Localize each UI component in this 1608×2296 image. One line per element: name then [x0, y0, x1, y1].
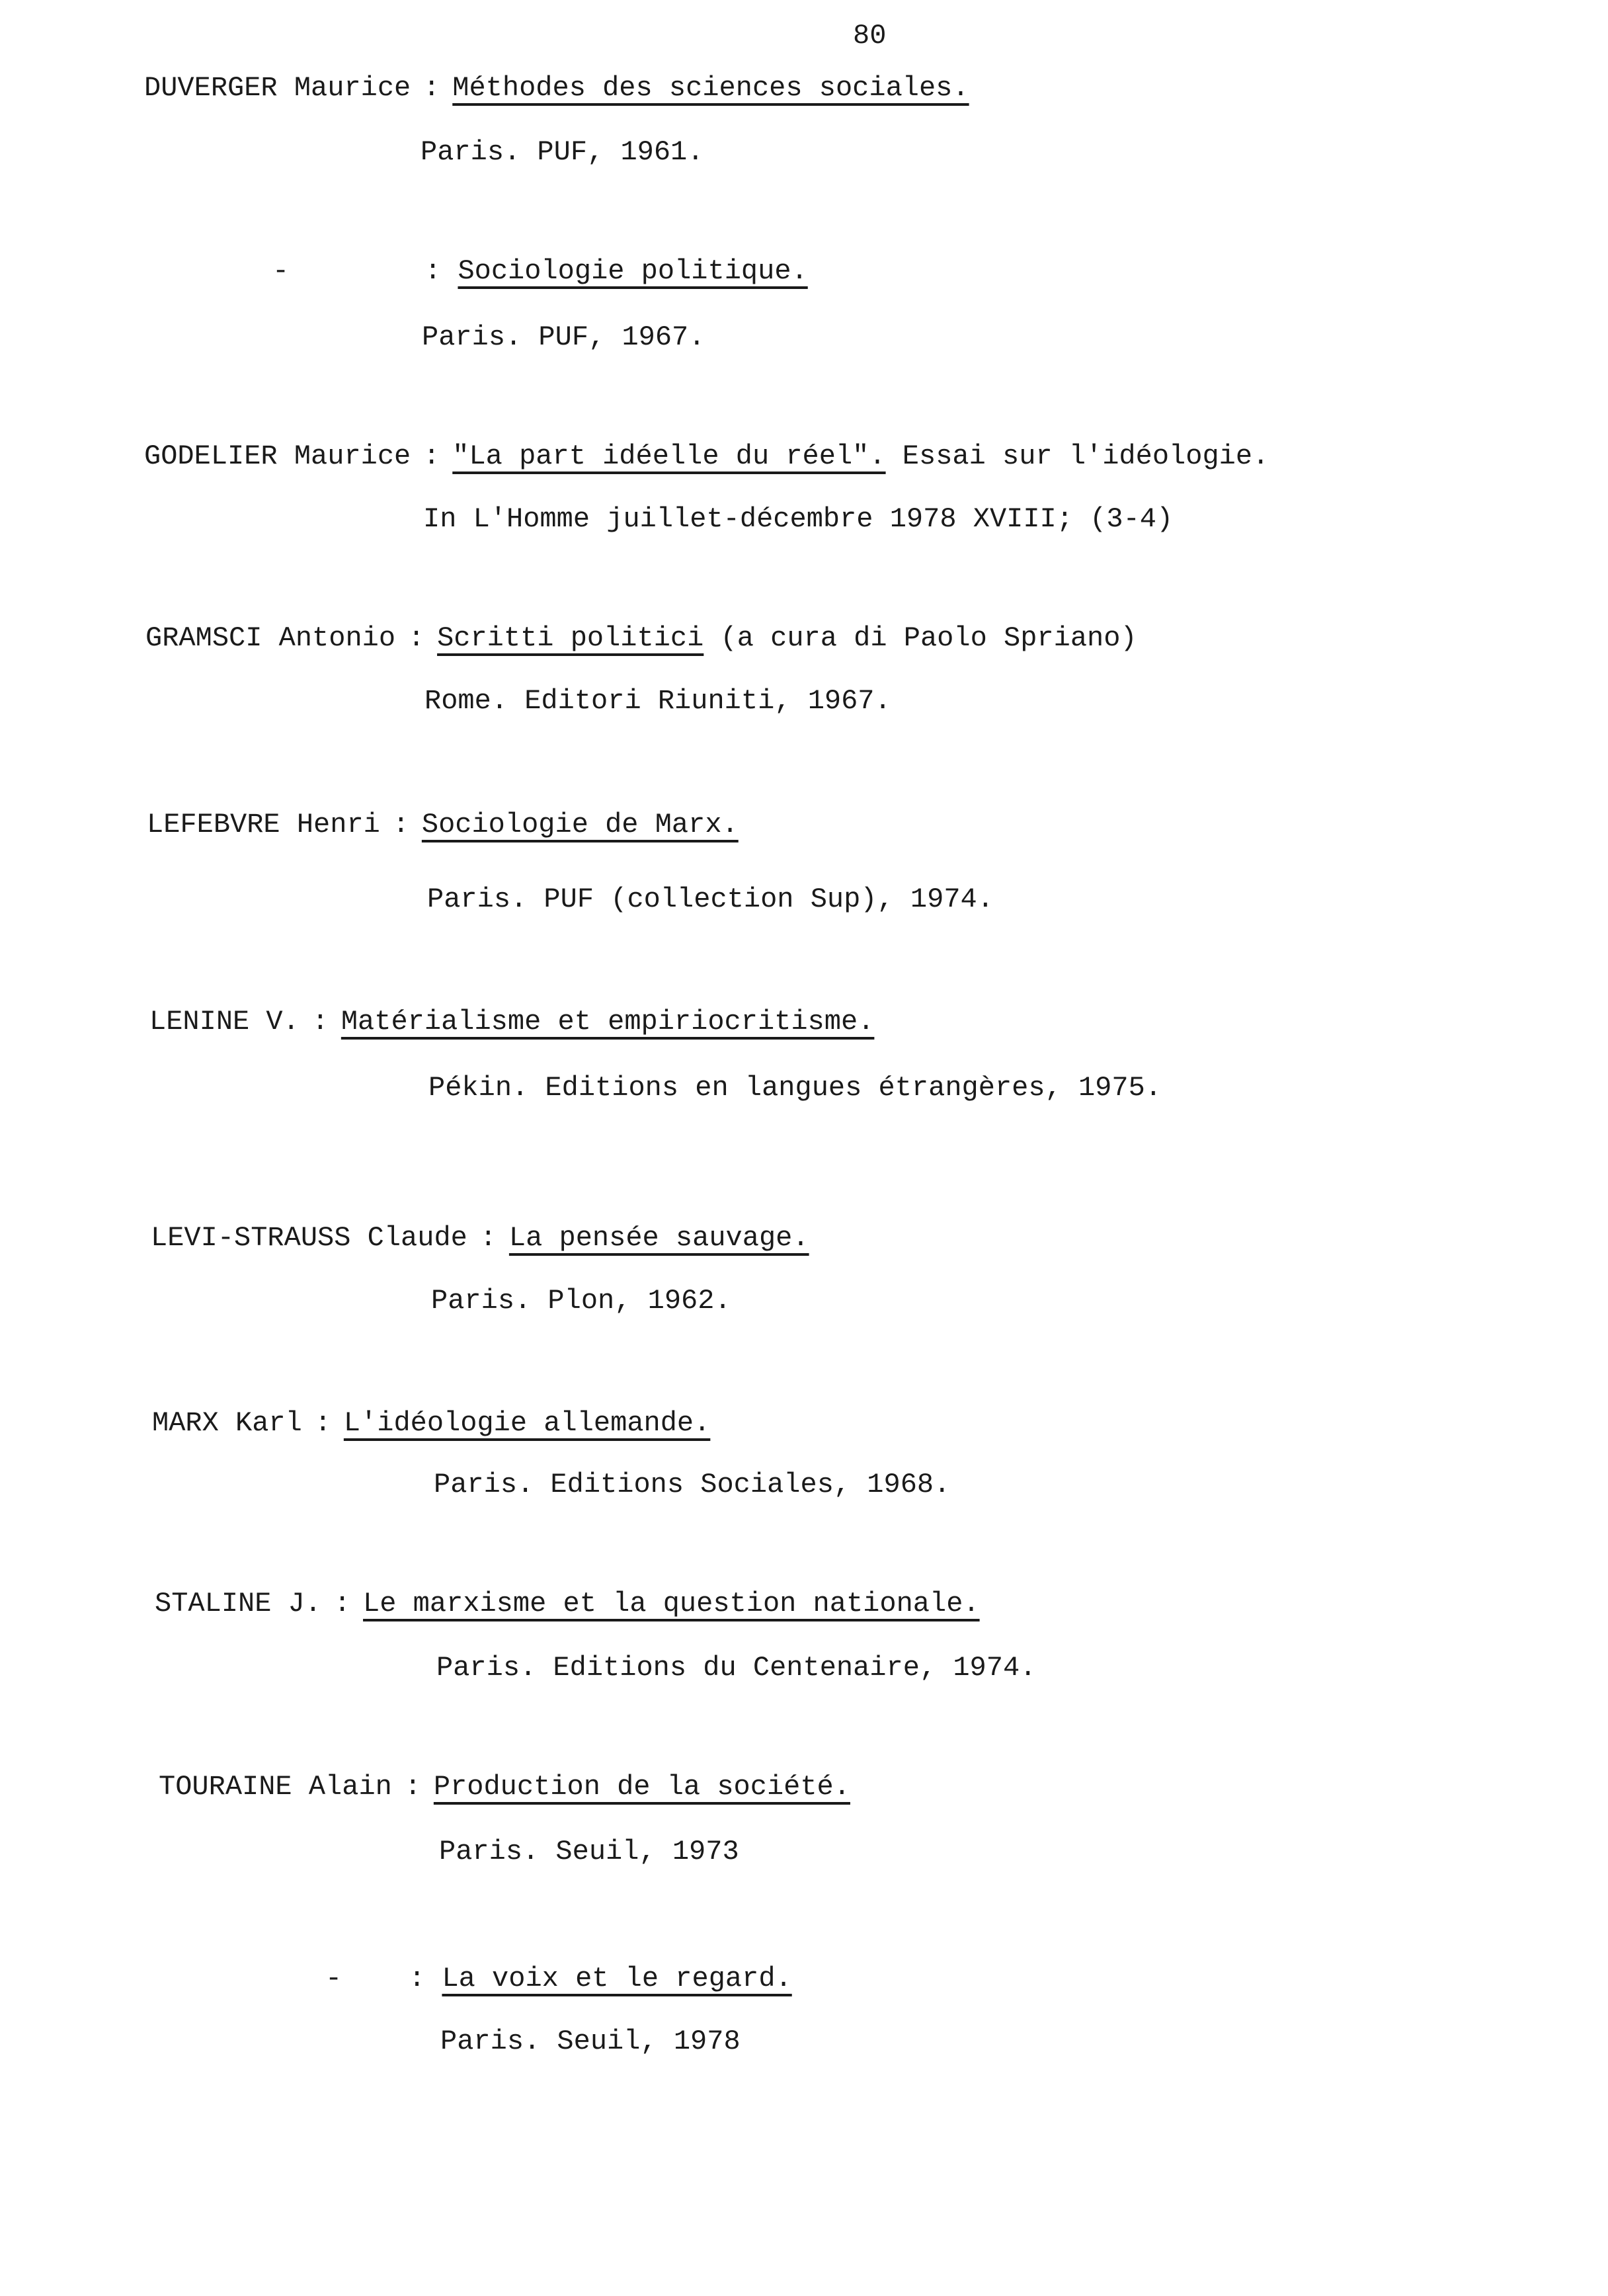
entry-publication: In L'Homme juillet-décembre 1978 XVIII; (3-4) — [423, 503, 1174, 535]
entry-title: La voix et le regard. — [442, 1963, 792, 1994]
entry-author: DUVERGER Maurice — [144, 72, 411, 104]
entry-separator: : — [311, 1006, 329, 1038]
entry-publication: Paris. Editions Sociales, 1968. — [434, 1469, 951, 1500]
entry-title: Scritti politici — [437, 622, 704, 654]
entry-author-line — [144, 71, 969, 104]
entry-publication: Pékin. Editions en langues étrangères, 1975. — [428, 1072, 1162, 1104]
entry-publication: Rome. Editori Riuniti, 1967. — [424, 685, 891, 717]
entry-title: Sociologie politique. — [458, 255, 808, 287]
entry-author-line — [159, 1770, 850, 1803]
entry-title: Méthodes des sciences sociales. — [452, 72, 969, 104]
entry-author-line — [145, 622, 1137, 655]
entry-separator: : — [333, 1588, 351, 1620]
entry-separator: : — [404, 1771, 421, 1803]
entry-publication: Paris. Plon, 1962. — [431, 1285, 731, 1317]
entry-title-extra: (a cura di Paolo Spriano) — [704, 622, 1137, 654]
entry-author: LEFEBVRE Henri — [147, 809, 380, 840]
entry-author: STALINE J. — [155, 1588, 322, 1620]
entry-publication: Paris. PUF, 1961. — [421, 136, 704, 168]
entry-author-line — [144, 440, 1269, 473]
entry-author-line — [147, 808, 739, 841]
entry-title: Matérialisme et empiriocritisme. — [341, 1006, 875, 1038]
entry-author-line — [151, 1221, 809, 1254]
entry-separator: : — [314, 1407, 331, 1439]
entry-separator: : — [423, 440, 440, 472]
entry-author: GODELIER Maurice — [144, 440, 411, 472]
entry-author: MARX Karl — [152, 1407, 302, 1439]
entry-publication: Paris. PUF (collection Sup), 1974. — [427, 883, 994, 915]
entry-title: Sociologie de Marx. — [421, 809, 739, 840]
entry-publication: Paris. Seuil, 1973 — [439, 1836, 739, 1867]
entry-title-line — [409, 1962, 792, 1995]
entry-author-line — [149, 1005, 874, 1038]
entry-separator: : — [479, 1222, 497, 1254]
entry-author: LENINE V. — [149, 1006, 300, 1038]
entry-publication: Paris. Seuil, 1978 — [440, 2026, 741, 2057]
entry-title: Production de la société. — [433, 1771, 850, 1803]
entry-author-line — [155, 1587, 980, 1620]
entry-separator: : — [423, 72, 440, 104]
entry-title: L'idéologie allemande. — [343, 1407, 711, 1439]
page-number: 80 — [853, 20, 887, 52]
entry-author: GRAMSCI Antonio — [145, 622, 396, 654]
entry-separator: : — [392, 809, 409, 840]
entry-separator: : — [409, 1963, 426, 1994]
entry-title: Le marxisme et la question nationale. — [363, 1588, 980, 1620]
entry-publication: Paris. Editions du Centenaire, 1974. — [436, 1652, 1037, 1684]
entry-separator: : — [424, 255, 442, 287]
entry-separator: : — [407, 622, 425, 654]
entry-title-line — [424, 255, 808, 288]
entry-title: "La part idéelle du réel". — [452, 440, 886, 472]
entry-title-extra: Essai sur l'idéologie. — [885, 440, 1269, 472]
entry-ditto-dash: - — [272, 255, 290, 287]
entry-author-line — [152, 1407, 710, 1440]
entry-author: TOURAINE Alain — [159, 1771, 392, 1803]
entry-publication: Paris. PUF, 1967. — [422, 321, 705, 353]
entry-author: LEVI-STRAUSS Claude — [151, 1222, 467, 1254]
entry-ditto-dash: - — [325, 1963, 342, 1994]
entry-title: La pensée sauvage. — [508, 1222, 809, 1254]
